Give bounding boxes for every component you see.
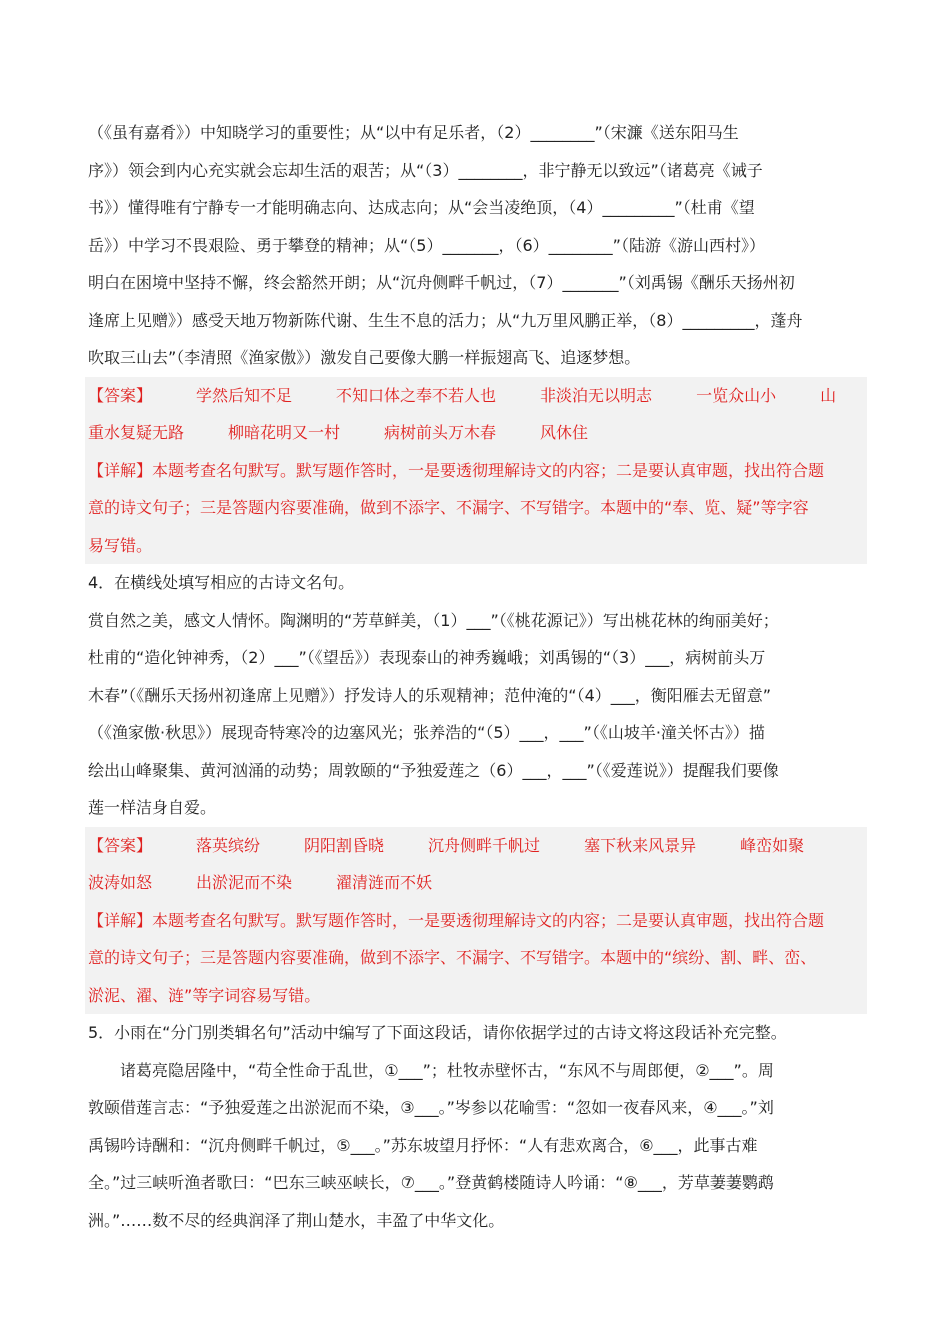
- document-page: [88, 114, 864, 1239]
- explain-row: 意的诗文句子；三是答题内容要准确，做到不添字、不漏字、不写错字。本题中的“缤纷、割、畔、峦、: [88, 948, 817, 967]
- text-line: 木春”（《酬乐天扬州初逢席上见赠》）抒发诗人的乐观精神；范仲淹的“（4）___，衡阳雁去无留意”: [88, 685, 772, 705]
- text-line: 禹锡吟诗酬和：“沉舟侧畔千帆过，⑤___。”苏东坡望月抒怀：“人有悲欢离合，⑥___，此事古难: [88, 1135, 758, 1155]
- answer-item: 波涛如怒: [88, 873, 153, 892]
- question-stem: 4．在横线处填写相应的古诗文名句。: [88, 573, 355, 592]
- answer-item: 濯清涟而不妖: [336, 873, 433, 892]
- q3-continued-text: [88, 114, 864, 377]
- text-line: 逢席上见赠》）感受天地万物新陈代谢、生生不息的活力；从“九万里风鹏正举，（8）_________，蓬舟: [88, 310, 803, 330]
- text-line: 明白在困境中坚持不懈，终会豁然开朗；从“沉舟侧畔千帆过，（7）_______”（刘禹锡《酬乐天扬州初: [88, 273, 795, 292]
- explain-label: 【详解】: [88, 910, 153, 930]
- explain-text: 本题考查名句默写。默写题作答时，一是要透彻理解诗文的内容；二是要认真审题，找出符合题: [152, 460, 825, 480]
- answer-row: [88, 377, 867, 415]
- text-line: 杜甫的“造化钟神秀，（2）___”（《望岳》）表现泰山的神秀巍峨；刘禹锡的“（3）___，病树前头万: [88, 648, 766, 667]
- text-line: 岳》）中学习不畏艰险、勇于攀登的精神；从“（5）_______，（6）________”（陆游《游山西村》）: [88, 235, 765, 255]
- question-4: [88, 564, 864, 827]
- answer-item: 阴阳割昏晓: [304, 835, 385, 855]
- answer-item: 出淤泥而不染: [196, 873, 293, 892]
- answer-item: 重水复疑无路: [88, 423, 185, 442]
- question-stem: 5．小雨在“分门别类辑名句”活动中编写了下面这段话，请你依据学过的古诗文将这段话补充完整。: [88, 1023, 787, 1042]
- answer-item: 峰峦如聚: [740, 835, 805, 855]
- question-5: [88, 1014, 864, 1239]
- answer-item: 不知口体之奉不若人也: [336, 385, 497, 405]
- answer-item: 非淡泊无以明志: [540, 385, 653, 405]
- explain-row: [88, 452, 867, 490]
- explain-label: 【详解】: [88, 460, 153, 480]
- answer-item: 风休住: [540, 423, 589, 442]
- explain-text: 本题考查名句默写。默写题作答时，一是要透彻理解诗文的内容；二是要认真审题，找出符合题: [152, 910, 825, 930]
- text-line: 洲。”……数不尽的经典润泽了荆山楚水，丰盈了中华文化。: [88, 1210, 505, 1230]
- text-line: 绘出山峰聚集、黄河汹涌的动势；周敦颐的“予独爱莲之（6）___，___”（《爱莲说》）提醒我们要像: [88, 760, 779, 780]
- answer-item: 柳暗花明又一村: [228, 423, 341, 442]
- explain-row: 易写错。: [88, 535, 153, 555]
- answer-item: 一览众山小: [696, 385, 777, 405]
- q4-answer-box: [85, 827, 867, 1015]
- text-line: 敦颐借莲言志：“予独爱莲之出淤泥而不染，③___。”岑参以花喻雪：“忽如一夜春风来，④___。”刘: [88, 1098, 774, 1117]
- text-line: 赏自然之美，感文人情怀。陶渊明的“芳草鲜美，（1）___”（《桃花源记》）写出桃花林的绚丽美好；: [88, 610, 779, 630]
- answer-label: 【答案】: [88, 385, 153, 405]
- text-line: 书》）懂得唯有宁静专一才能明确志向、达成志向；从“会当凌绝顶，（4）_________”（杜甫《望: [88, 198, 755, 217]
- answer-row: [88, 827, 867, 865]
- answer-item: 学然后知不足: [196, 385, 293, 405]
- explain-row: [88, 902, 867, 940]
- answer-label: 【答案】: [88, 835, 153, 855]
- text-line: 全。”过三峡听渔者歌曰：“巴东三峡巫峡长，⑦___。”登黄鹤楼随诗人吟诵：“⑧___，芳草萋萋鹦鹉: [88, 1173, 774, 1192]
- text-line: 莲一样洁身自爱。: [88, 798, 217, 817]
- text-line: （《渔家傲·秋思》）展现奇特寒冷的边塞风光；张养浩的“（5）___，___”（《山坡羊·潼关怀古》）描: [88, 723, 765, 742]
- explain-row: 淤泥、濯、涟”等字词容易写错。: [88, 985, 321, 1005]
- text-line: （《虽有嘉肴》）中知晓学习的重要性；从“以中有足乐者，（2）________”（宋濂《送东阳马生: [88, 123, 739, 142]
- answer-item: 落英缤纷: [196, 835, 261, 855]
- text-line: 序》）领会到内心充实就会忘却生活的艰苦；从“（3）________，非宁静无以致远”（诸葛亮《诫子: [88, 160, 763, 180]
- answer-row: [88, 414, 867, 452]
- answer-item: 沉舟侧畔千帆过: [428, 835, 541, 855]
- explain-row: 意的诗文句子；三是答题内容要准确，做到不添字、不漏字、不写错字。本题中的“奉、览、疑”等字容: [88, 498, 809, 517]
- q3-answer-box: [85, 377, 867, 565]
- answer-item: 山: [820, 385, 837, 405]
- answer-row: [88, 864, 867, 902]
- text-line: 诸葛亮隐居隆中，“苟全性命于乱世，①___”；杜牧赤壁怀古，“东风不与周郎便，②___”。周: [120, 1060, 774, 1080]
- answer-item: 塞下秋来风景异: [584, 835, 697, 855]
- answer-item: 病树前头万木春: [384, 423, 497, 442]
- text-line: 吹取三山去”（李清照《渔家傲》）激发自己要像大鹏一样振翅高飞、追逐梦想。: [88, 348, 641, 367]
